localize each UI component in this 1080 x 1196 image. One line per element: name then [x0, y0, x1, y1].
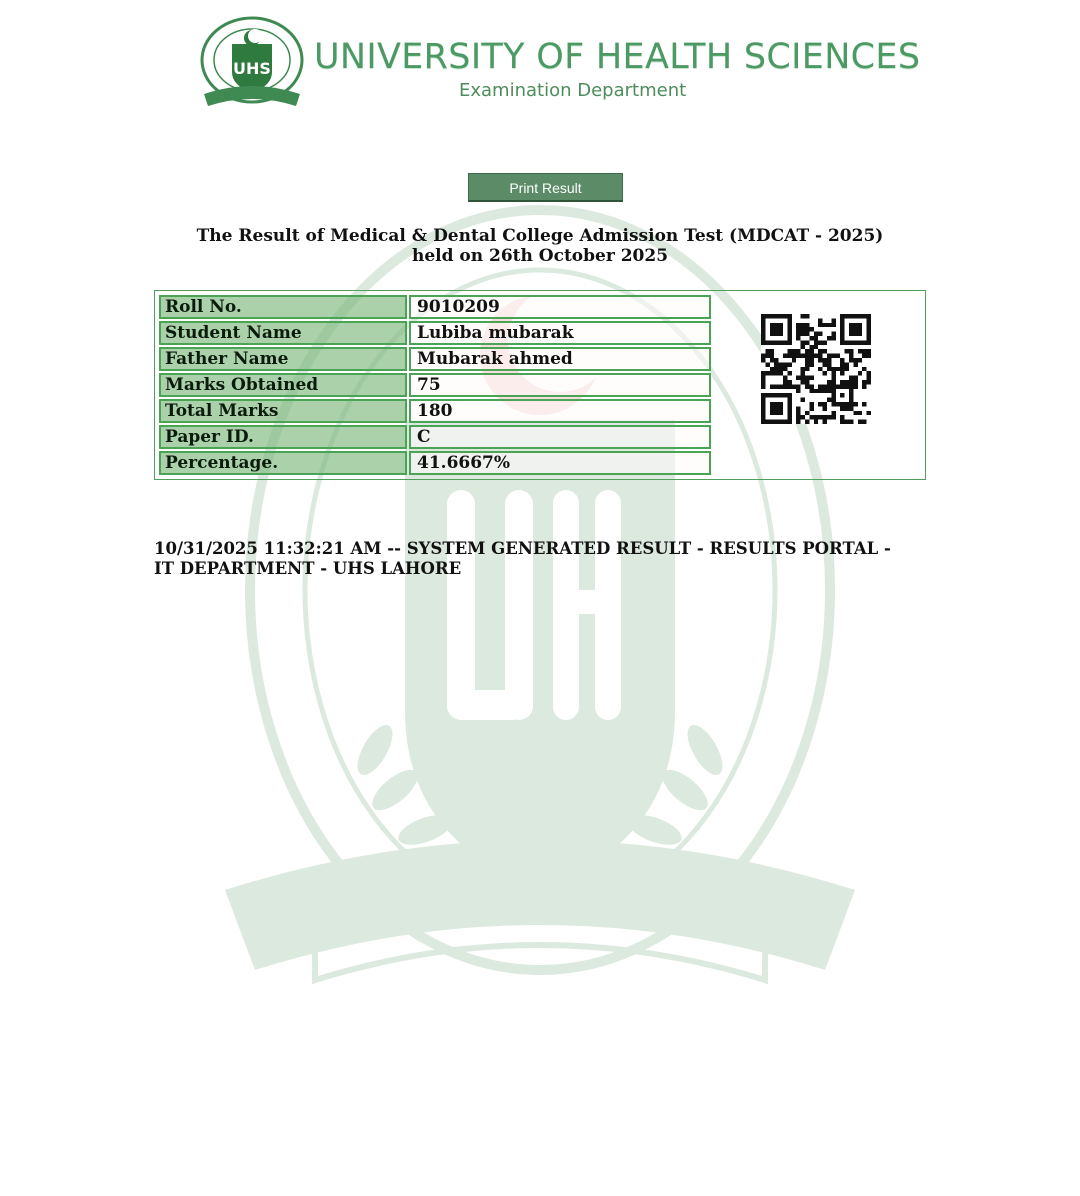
student-name-label: Student Name [159, 321, 407, 345]
result-table [157, 293, 713, 477]
university-name: UNIVERSITY OF HEALTH SCIENCES [314, 37, 921, 77]
roll-no-value: 9010209 [409, 295, 711, 319]
print-result-button[interactable]: Print Result [468, 173, 623, 202]
table-row [159, 321, 711, 345]
father-name-value: Mubarak ahmed [409, 347, 711, 371]
student-name-value: Lubiba mubarak [409, 321, 711, 345]
father-name-label: Father Name [159, 347, 407, 371]
result-subtitle: held on 26th October 2025 [411, 246, 669, 266]
svg-text:UHS: UHS [233, 59, 271, 78]
table-row [159, 373, 711, 397]
total-marks-label: Total Marks [159, 399, 407, 423]
system-generated-footer: 10/31/2025 11:32:21 AM -- SYSTEM GENERATED RESULT - RESULTS PORTAL - IT DEPARTMENT - UHS LAHORE [154, 539, 891, 578]
table-row [159, 425, 711, 449]
qr-code-icon [761, 314, 871, 424]
department-name: Examination Department [459, 80, 687, 101]
total-marks-value: 180 [409, 399, 711, 423]
percentage-label: Percentage. [159, 451, 407, 475]
marks-obtained-value: 75 [409, 373, 711, 397]
uhs-seal-logo-icon [198, 16, 306, 108]
percentage-value: 41.6667% [409, 451, 711, 475]
paper-id-value: C [409, 425, 711, 449]
marks-obtained-label: Marks Obtained [159, 373, 407, 397]
table-row [159, 451, 711, 475]
result-title: The Result of Medical & Dental College Admission Test (MDCAT - 2025) [196, 226, 884, 246]
result-box [154, 290, 926, 480]
roll-no-label: Roll No. [159, 295, 407, 319]
paper-id-label: Paper ID. [159, 425, 407, 449]
table-row [159, 347, 711, 371]
table-row [159, 295, 711, 319]
table-row [159, 399, 711, 423]
